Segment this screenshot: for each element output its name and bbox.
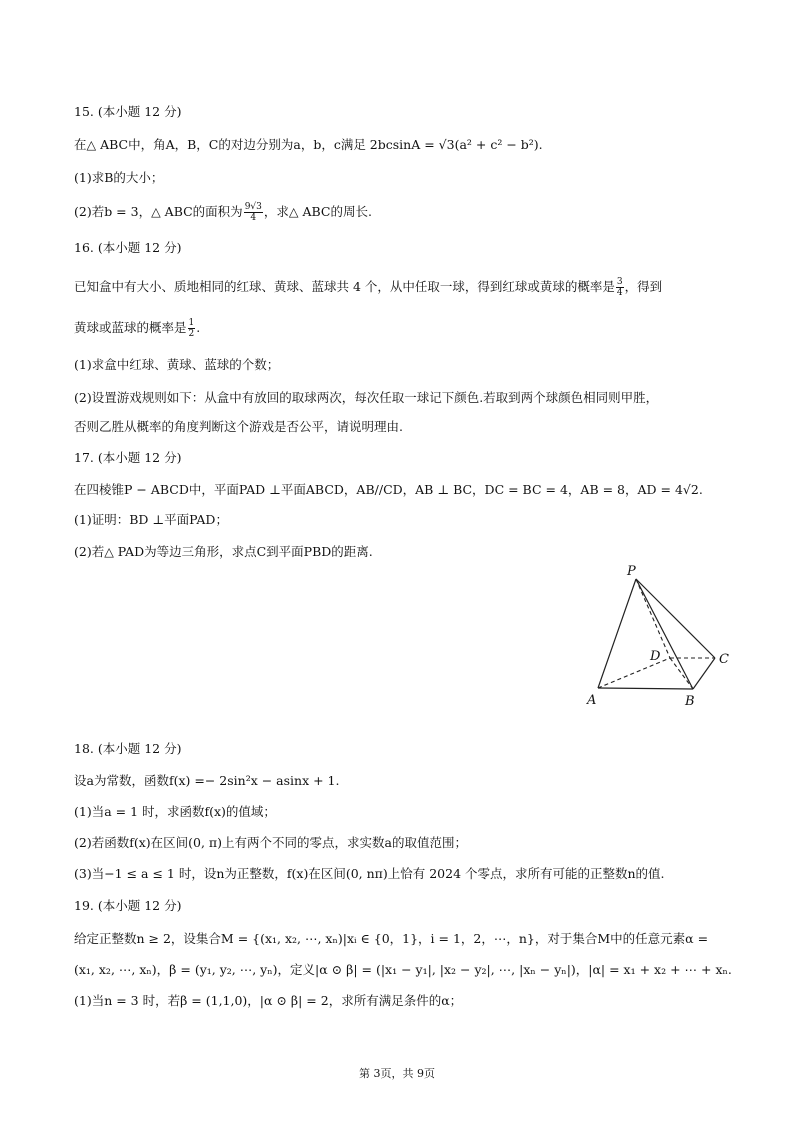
q19-statement-line1: 给定正整数n ≥ 2，设集合M = {(x₁, x₂, ⋯, xₙ)|xᵢ ∈ {0，1}，i = 1，2，⋯，n}，对于集合M中的任意元素α =	[74, 931, 709, 946]
q17-statement: 在四棱锥P − ABCD中，平面PAD ⊥平面ABCD，AB//CD，AB ⊥ BC，DC = BC = 4，AB = 8，AD = 4√2.	[74, 482, 703, 497]
q16-text-c: 黄球或蓝球的概率是	[74, 320, 187, 335]
fraction-numerator: 9√3	[244, 202, 262, 212]
q18-part2: (2)若函数f(x)在区间(0, π)上有两个不同的零点，求实数a的取值范围；	[74, 835, 467, 850]
fraction	[188, 318, 196, 339]
q17-part2: (2)若△ PAD为等边三角形，求点C到平面PBD的距离.	[74, 544, 373, 559]
q19-part1: (1)当n = 3 时，若β = (1,1,0)，|α ⊙ β| = 2，求所有满足条件的α；	[74, 993, 463, 1008]
q16-text-b: ，得到	[624, 279, 663, 294]
edge-DB	[670, 658, 693, 689]
q15-statement: 在△ ABC中，角A，B，C的对边分别为a，b，c满足 2bcsinA = √3(a² + c² − b²).	[74, 137, 543, 152]
edge-PD	[636, 579, 670, 658]
q19-header: 19. (本小题 12 分)	[74, 898, 182, 913]
label-P: P	[627, 564, 636, 579]
q16-statement-line1	[74, 277, 662, 298]
q15-part2-text-b: ，求△ ABC的周长.	[263, 204, 372, 219]
edge-PA	[598, 579, 636, 688]
q18-statement: 设a为常数，函数f(x) =− 2sin²x − asinx + 1.	[74, 773, 340, 788]
edge-PB	[636, 579, 693, 689]
q15-header: 15. (本小题 12 分)	[74, 104, 182, 119]
edge-BC	[693, 658, 715, 689]
q15-part2-text-a: (2)若b = 3，△ ABC的面积为	[74, 204, 243, 219]
label-A: A	[587, 693, 597, 708]
edge-AB	[598, 688, 693, 689]
fraction-numerator: 1	[188, 318, 195, 328]
q16-text-d: .	[196, 320, 201, 335]
q18-header: 18. (本小题 12 分)	[74, 741, 182, 756]
fraction	[244, 202, 263, 223]
fraction-denominator: 4	[616, 288, 623, 298]
q15-part1: (1)求B的大小；	[74, 170, 164, 185]
q19-statement-line2: (x₁, x₂, ⋯, xₙ)，β = (y₁, y₂, ⋯, yₙ)，定义|α ⊙ β| = (|x₁ − y₁|, |x₂ − y₂|, ⋯, |xₙ − yₙ|)，|α| = x₁ + x₂ + ⋯ + xₙ.	[74, 962, 732, 977]
q17-part1: (1)证明：BD ⊥平面PAD；	[74, 512, 228, 527]
fraction-denominator: 2	[188, 329, 195, 339]
q16-part2-line2: 否则乙胜从概率的角度判断这个游戏是否公平，请说明理由.	[74, 419, 403, 434]
q16-text-a: 已知盒中有大小、质地相同的红球、黄球、蓝球共 4 个，从中任取一球，得到红球或黄球的概率是	[74, 279, 615, 294]
q15-part2	[74, 202, 372, 223]
q17-header: 17. (本小题 12 分)	[74, 450, 182, 465]
fraction-numerator: 3	[616, 277, 623, 287]
pyramid-figure	[578, 562, 738, 712]
q16-part2-line1: (2)设置游戏规则如下：从盒中有放回的取球两次，每次任取一球记下颜色.若取到两个球颜色相同则甲胜，	[74, 390, 659, 405]
page-footer: 第 3页，共 9页	[359, 1067, 435, 1080]
fraction	[616, 277, 624, 298]
edge-PC	[636, 579, 715, 658]
q18-part1: (1)当a = 1 时，求函数f(x)的值域；	[74, 804, 276, 819]
q18-part3: (3)当−1 ≤ a ≤ 1 时，设n为正整数，f(x)在区间(0, nπ)上恰有 2024 个零点，求所有可能的正整数n的值.	[74, 866, 665, 881]
label-B: B	[685, 694, 695, 709]
label-C: C	[719, 652, 729, 667]
fraction-denominator: 4	[250, 213, 257, 223]
q16-statement-line2	[74, 318, 200, 339]
q16-part1: (1)求盒中红球、黄球、蓝球的个数；	[74, 357, 280, 372]
q16-header: 16. (本小题 12 分)	[74, 240, 182, 255]
label-D: D	[650, 649, 661, 664]
